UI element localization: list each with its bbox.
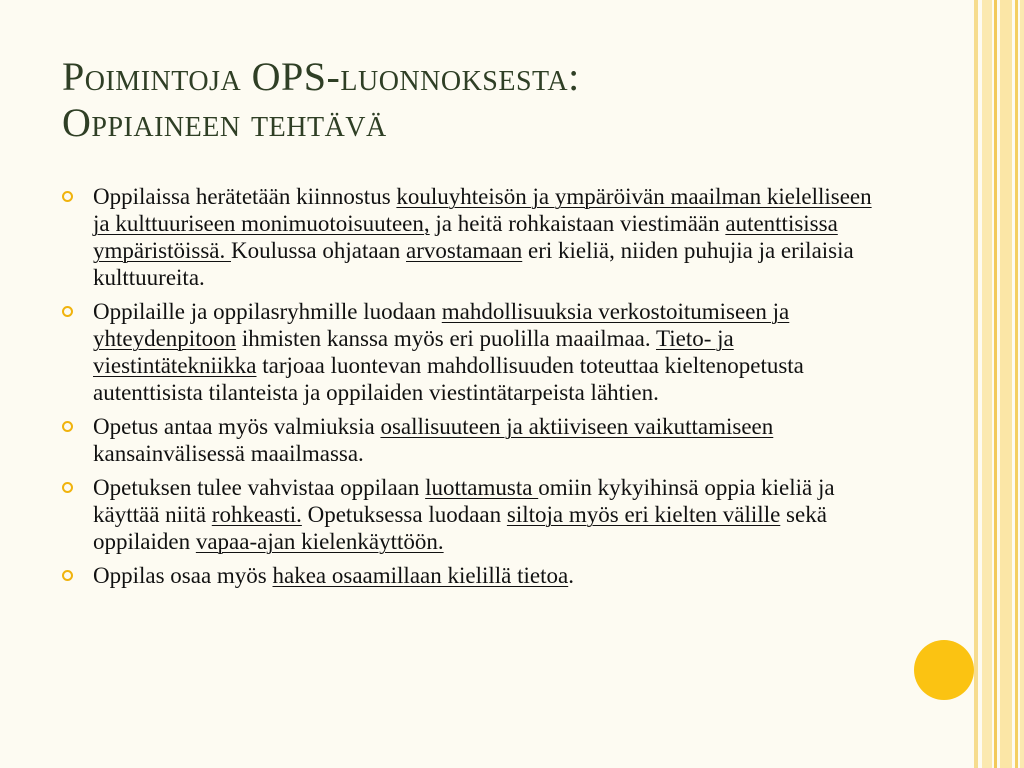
bullet-item xyxy=(62,183,882,291)
text-segment: eri kieliä, niiden puhujia ja erilaisia kulttuureita. xyxy=(93,238,854,290)
decorative-stripes xyxy=(974,0,1024,768)
underlined-phrase: hakea osaamillaan kielillä tietoa xyxy=(272,563,569,588)
text-segment: Oppilaille ja oppilasryhmille luodaan xyxy=(93,299,442,324)
underlined-phrase: Tieto- ja viestintätekniikka xyxy=(93,326,734,378)
text-segment: Oppilas osaa myös xyxy=(93,563,273,588)
bullet-item xyxy=(62,474,882,555)
underlined-phrase: autenttisissa ympäristöissä. xyxy=(93,211,838,263)
underlined-phrase: kouluyhteisön ja ympäröivän maailman kielelliseen ja kulttuuriseen monimuotoisuuteen, xyxy=(93,184,872,236)
bullet-ring-icon xyxy=(62,191,73,202)
text-segment: sekä oppilaiden xyxy=(93,502,827,554)
text-segment: tarjoaa luontevan mahdollisuuden toteuttaa kieltenopetusta autenttisista tilanteista ja oppilaiden viestintätarpeista lähtien. xyxy=(93,353,804,405)
bullet-ring-icon xyxy=(62,421,73,432)
text-segment: kansainvälisessä maailmassa. xyxy=(93,441,364,466)
bullet-item xyxy=(62,298,882,406)
underlined-phrase: luottamusta xyxy=(425,475,539,500)
bullet-text xyxy=(93,183,882,291)
text-segment: Opetuksen tulee vahvistaa oppilaan xyxy=(93,475,426,500)
bullet-ring-icon xyxy=(62,306,73,317)
bullet-text xyxy=(93,562,882,589)
decorative-circle-icon xyxy=(914,640,974,700)
text-segment: ihmisten kanssa myös eri puolilla maailmaa. xyxy=(236,326,656,351)
underlined-phrase: osallisuuteen ja aktiiviseen vaikuttamiseen xyxy=(380,414,774,439)
slide-title xyxy=(62,54,942,146)
bullet-text xyxy=(93,474,882,555)
text-segment: Oppilaissa herätetään kiinnostus xyxy=(93,184,397,209)
text-segment: Opetus antaa myös valmiuksia xyxy=(93,414,381,439)
bullet-ring-icon xyxy=(62,482,73,493)
text-segment: omiin kykyihinsä oppia kieliä ja käyttää niitä xyxy=(93,475,835,527)
bullet-item xyxy=(62,413,882,467)
underlined-phrase: rohkeasti. xyxy=(211,502,302,527)
underlined-phrase: vapaa-ajan kielenkäyttöön. xyxy=(195,529,444,554)
text-segment: . xyxy=(568,563,574,588)
bullet-text xyxy=(93,413,882,467)
bullet-text xyxy=(93,298,882,406)
bullet-item xyxy=(62,562,882,589)
bullet-list xyxy=(62,183,882,596)
text-segment: Koulussa ohjataan xyxy=(231,238,407,263)
title-line-2: Oppiaineen tehtävä xyxy=(62,100,387,145)
title-line-1: Poimintoja OPS-luonnoksesta: xyxy=(62,54,580,99)
underlined-phrase: mahdollisuuksia verkostoitumiseen ja yhteydenpitoon xyxy=(93,299,790,351)
bullet-ring-icon xyxy=(62,570,73,581)
underlined-phrase: siltoja myös eri kielten välille xyxy=(506,502,781,527)
text-segment: ja heitä rohkaistaan viestimään xyxy=(429,211,726,236)
text-segment: Opetuksessa luodaan xyxy=(301,502,507,527)
underlined-phrase: arvostamaan xyxy=(406,238,523,263)
